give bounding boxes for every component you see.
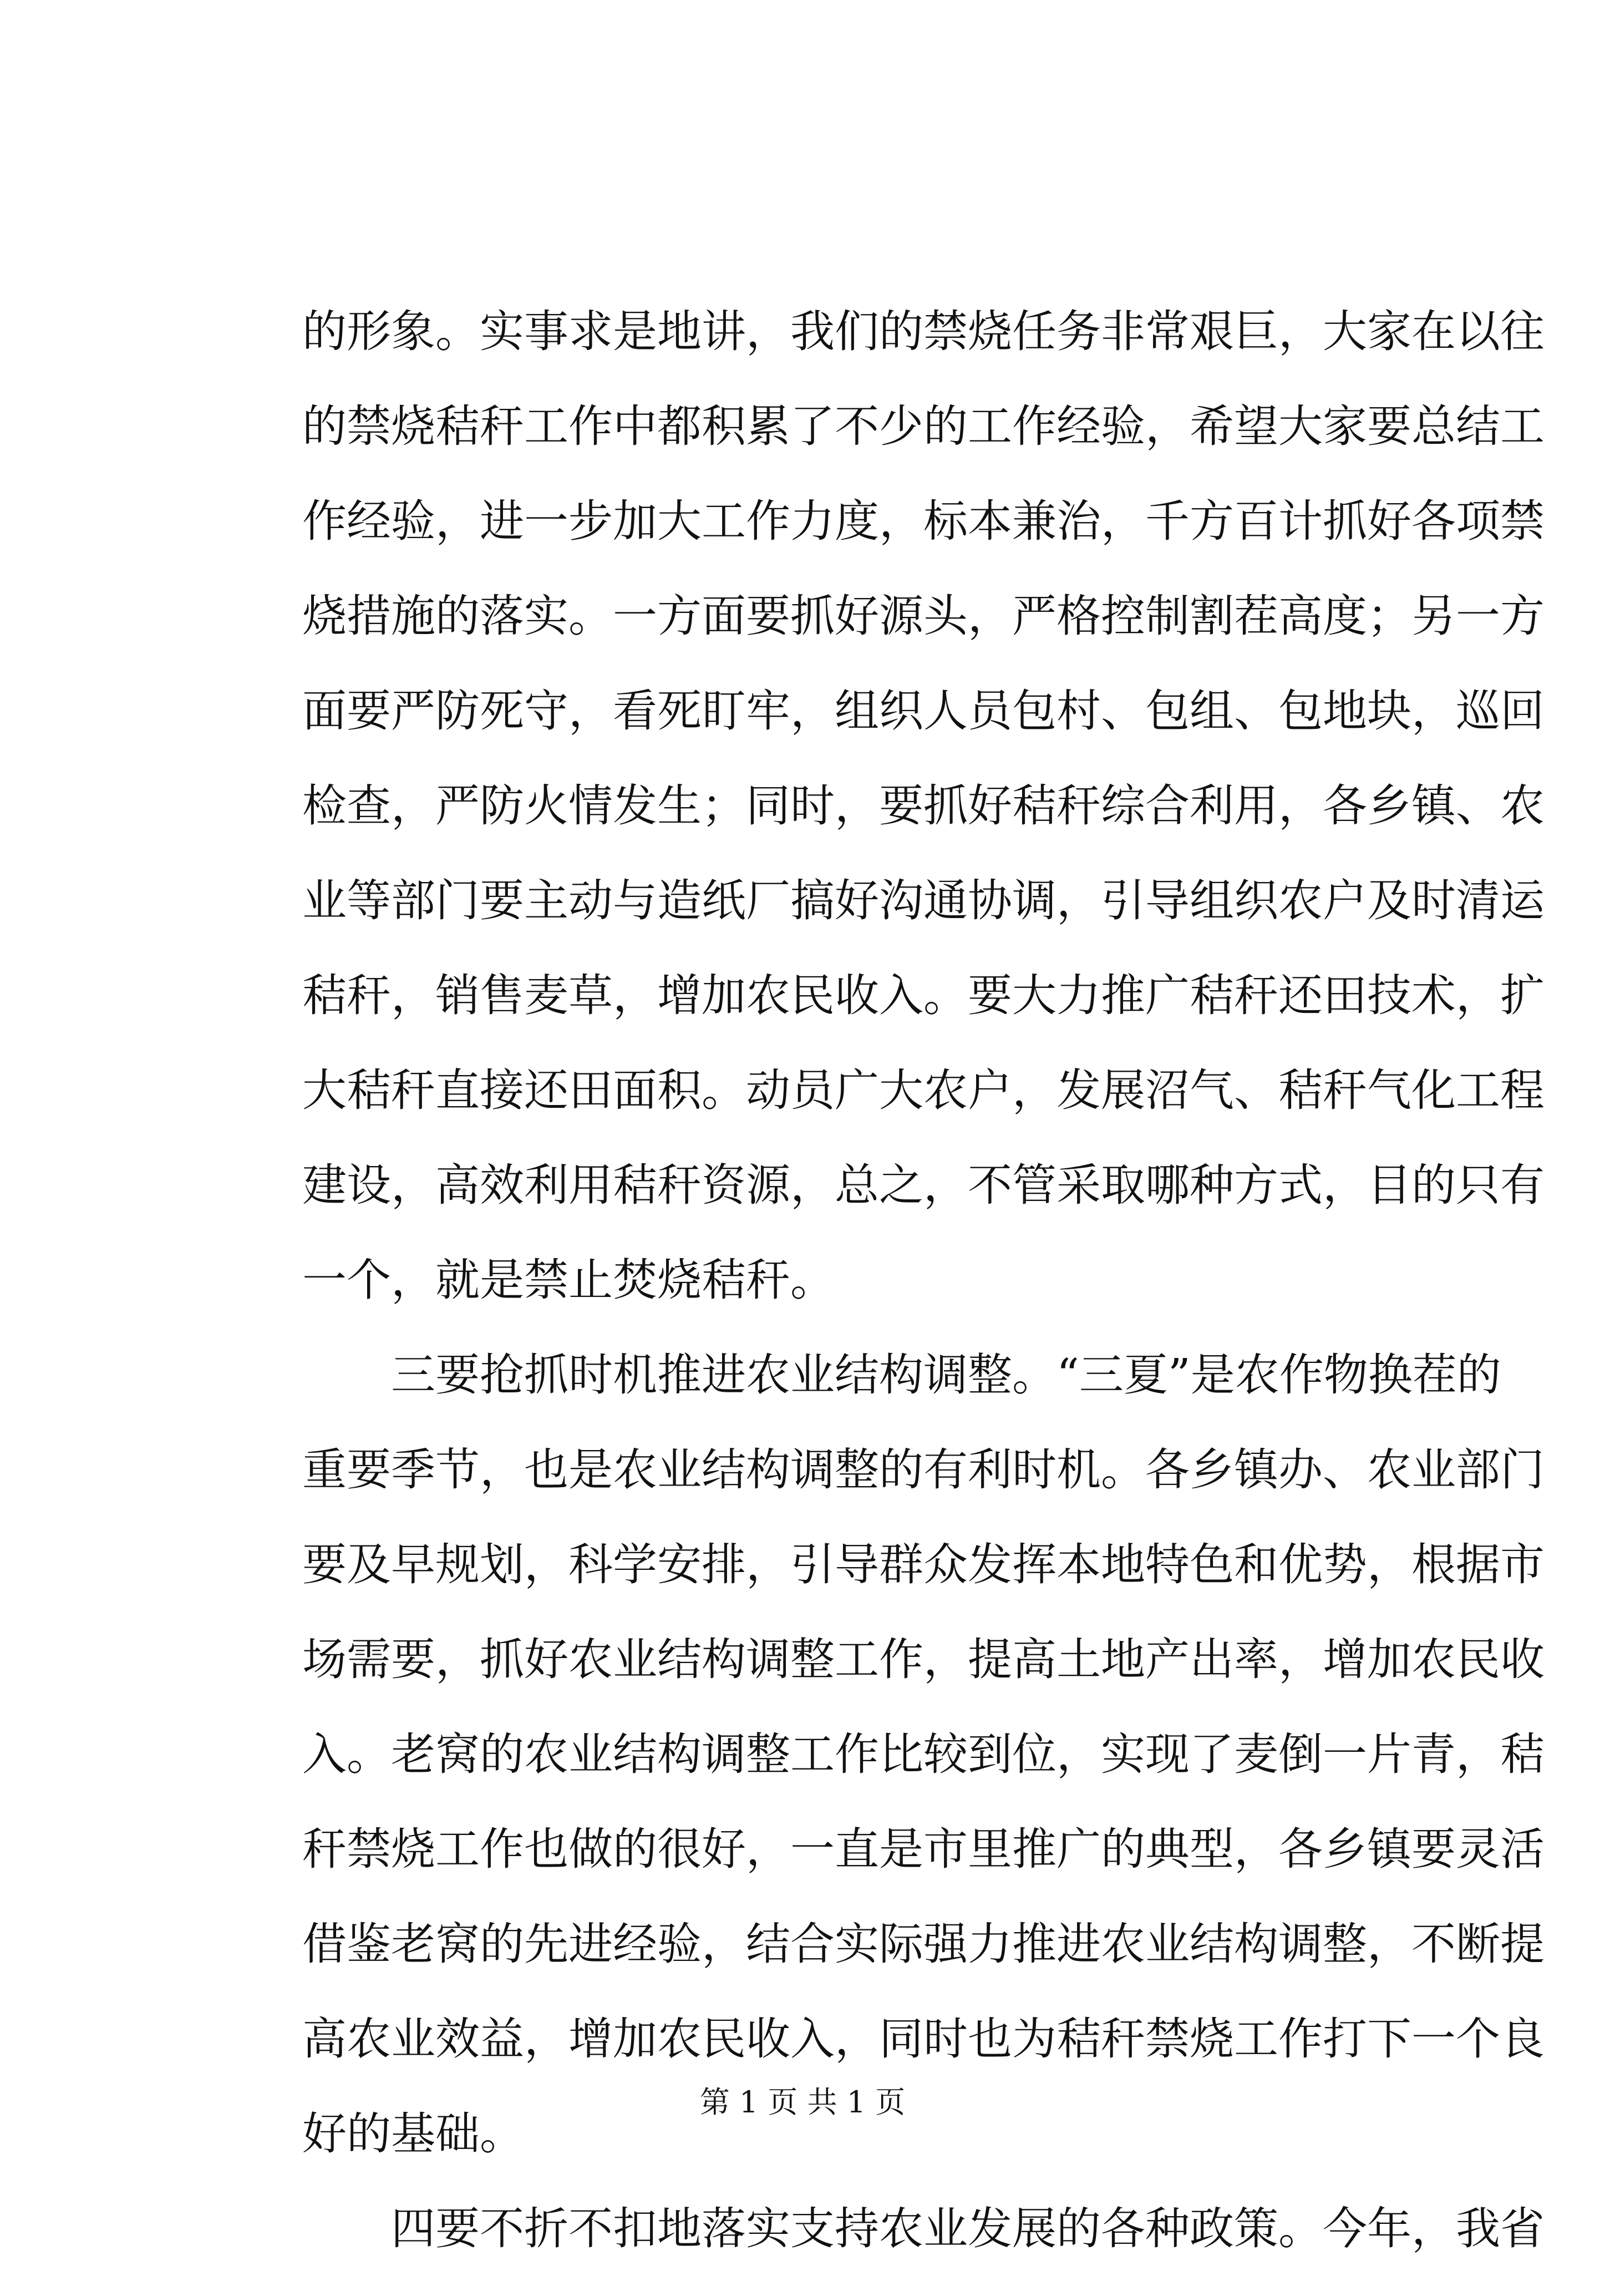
text-line: 建设，高效利用秸秆资源，总之，不管采取哪种方式，目的只有 [302, 1159, 1545, 1211]
text-line: 秸秆，销售麦草，增加农民收入。要大力推广秸秆还田技术，扩 [302, 970, 1545, 1021]
text-line: 大秸秆直接还田面积。动员广大农户，发展沼气、秸秆气化工程 [302, 1065, 1545, 1116]
text-line: 要及早规划，科学安排，引导群众发挥本地特色和优势，根据市 [302, 1539, 1545, 1590]
text-line: 高农业效益，增加农民收入，同时也为秸秆禁烧工作打下一个良 [302, 2013, 1545, 2065]
text-line: 好的基础。 [302, 2108, 524, 2160]
text-line: 场需要，抓好农业结构调整工作，提高土地产出率，增加农民收 [302, 1634, 1545, 1685]
text-line: 一个，就是禁止焚烧秸秆。 [302, 1254, 835, 1306]
text-line: 入。老窝的农业结构调整工作比较到位，实现了麦倒一片青，秸 [302, 1729, 1545, 1780]
text-line: 业等部门要主动与造纸厂搞好沟通协调，引导组织农户及时清运 [302, 875, 1545, 926]
text-line: 检查，严防火情发生；同时，要抓好秸秆综合利用，各乡镇、农 [302, 780, 1545, 832]
text-line: 三要抢抓时机推进农业结构调整。“三夏”是农作物换茬的 [302, 1349, 1501, 1401]
text-line: 的禁烧秸秆工作中都积累了不少的工作经验，希望大家要总结工 [302, 401, 1545, 452]
text-line: 面要严防死守，看死盯牢，组织人员包村、包组、包地块，巡回 [302, 685, 1545, 737]
text-line: 秆禁烧工作也做的很好，一直是市里推广的典型，各乡镇要灵活 [302, 1823, 1545, 1875]
body-text [302, 304, 1545, 2296]
text-line: 重要季节，也是农业结构调整的有利时机。各乡镇办、农业部门 [302, 1444, 1545, 1496]
page-footer: 第 1 页 共 1 页 [699, 2085, 906, 2120]
text-line: 四要不折不扣地落实支持农业发展的各种政策。今年，我省 [302, 2203, 1545, 2254]
text-line: 作经验，进一步加大工作力度，标本兼治，千方百计抓好各项禁 [302, 495, 1545, 547]
text-line: 烧措施的落实。一方面要抓好源头，严格控制割茬高度；另一方 [302, 590, 1545, 642]
text-line: 借鉴老窝的先进经验，结合实际强力推进农业结构调整，不断提 [302, 1918, 1545, 1970]
text-line: 的形象。实事求是地讲，我们的禁烧任务非常艰巨，大家在以往 [302, 306, 1545, 357]
